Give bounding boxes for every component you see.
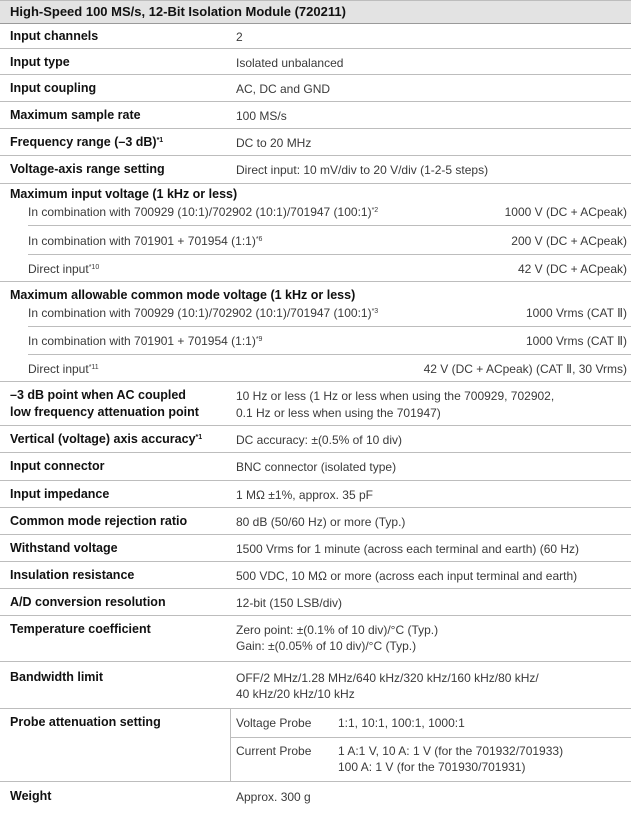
row-label-line: –3 dB point when AC coupled: [10, 388, 186, 402]
row-value-line: 0.1 Hz or less when using the 701947): [236, 406, 441, 420]
row-probe-attenuation: [0, 709, 631, 782]
probe-value-current-line: 1 A:1 V, 10 A: 1 V (for the 701932/701933): [338, 744, 564, 758]
condition-value: 1000 V (DC + ACpeak): [504, 205, 627, 219]
row-label: Input channels: [10, 29, 99, 43]
row-cmrr: [0, 508, 631, 535]
footnote-mark: *1: [156, 137, 164, 144]
row-value: 12-bit (150 LSB/div): [236, 596, 343, 610]
row-value: DC to 20 MHz: [236, 136, 312, 150]
row-label: A/D conversion resolution: [10, 595, 166, 609]
divider: [28, 354, 631, 355]
row-label: Withstand voltage: [10, 541, 118, 555]
divider: [28, 225, 631, 226]
row-insulation-resistance: [0, 562, 631, 589]
row-value: BNC connector (isolated type): [236, 460, 397, 474]
row-weight: [0, 782, 631, 813]
condition-value: 1000 Vrms (CAT Ⅱ): [525, 334, 627, 348]
condition-label: Direct input: [28, 362, 89, 376]
condition-label: In combination with 701901 + 701954 (1:1): [28, 234, 256, 248]
condition-text: [28, 333, 262, 349]
condition-value: 42 V (DC + ACpeak) (CAT Ⅱ, 30 Vrms): [423, 362, 627, 376]
group-max-input-voltage: [0, 184, 631, 282]
row-label-line: low frequency attenuation point: [10, 405, 199, 419]
row-input-impedance: [0, 481, 631, 508]
condition-text: [28, 204, 378, 220]
row-label: Common mode rejection ratio: [10, 514, 188, 528]
condition-value: 1000 Vrms (CAT Ⅱ): [525, 306, 627, 320]
row-value: Isolated unbalanced: [236, 56, 344, 70]
row-voltage-axis-range: [0, 156, 631, 184]
row-label: Input connector: [10, 459, 105, 473]
footnote-mark: *9: [255, 336, 263, 343]
footnote-mark: *2: [371, 207, 379, 214]
condition-value: 42 V (DC + ACpeak): [517, 262, 627, 276]
row-value: DC accuracy: ±(0.5% of 10 div): [236, 433, 402, 447]
condition-label: In combination with 700929 (10:1)/702902 (10:1)/701947 (100:1): [28, 306, 372, 320]
row-bandwidth-limit: [0, 662, 631, 709]
probe-type-current: Current Probe: [236, 744, 312, 758]
row-label: [10, 133, 163, 152]
footnote-mark: *6: [255, 236, 263, 243]
row-value-line: 10 Hz or less (1 Hz or less when using the 700929, 702902,: [236, 389, 555, 403]
row-value-line: OFF/2 MHz/1.28 MHz/640 kHz/320 kHz/160 kHz/80 kHz/: [236, 671, 539, 685]
condition-label: In combination with 700929 (10:1)/702902 (10:1)/701947 (100:1): [28, 205, 372, 219]
row-value: 1500 Vrms for 1 minute (across each terminal and earth) (60 Hz): [236, 542, 580, 556]
row-value: Approx. 300 g: [236, 790, 311, 804]
row-label: Input impedance: [10, 487, 110, 501]
probe-value-current-line: 100 A: 1 V (for the 701930/701931): [338, 760, 526, 774]
row-vertical-accuracy: [0, 426, 631, 453]
condition-text: [28, 233, 262, 249]
row-ac-coupled-attenuation: [0, 382, 631, 426]
footnote-mark: *11: [88, 364, 99, 371]
footnote-mark: *1: [195, 434, 203, 441]
group-heading: Maximum allowable common mode voltage (1 kHz or less): [10, 288, 356, 302]
row-label: Insulation resistance: [10, 568, 135, 582]
row-value: Direct input: 10 mV/div to 20 V/div (1-2-5 steps): [236, 163, 489, 177]
group-heading: Maximum input voltage (1 kHz or less): [10, 187, 238, 201]
row-label: Bandwidth limit: [10, 670, 104, 684]
row-ad-resolution: [0, 589, 631, 616]
condition-value: 200 V (DC + ACpeak): [511, 234, 627, 248]
group-max-common-mode: [0, 282, 631, 382]
row-value-line: Zero point: ±(0.1% of 10 div)/°C (Typ.): [236, 623, 439, 637]
condition-text: [28, 261, 99, 277]
row-label: [10, 430, 202, 449]
row-input-coupling: [0, 75, 631, 102]
row-value-line: Gain: ±(0.05% of 10 div)/°C (Typ.): [236, 639, 417, 653]
row-label: Input type: [10, 55, 70, 69]
condition-label: In combination with 701901 + 701954 (1:1): [28, 334, 256, 348]
row-input-channels: [0, 24, 631, 49]
divider: [28, 326, 631, 327]
row-value: 500 VDC, 10 MΩ or more (across each input terminal and earth): [236, 569, 578, 583]
row-value: 100 MS/s: [236, 109, 287, 123]
row-input-connector: [0, 453, 631, 481]
column-separator: [230, 709, 231, 782]
row-temperature-coefficient: [0, 616, 631, 662]
row-value-line: 40 kHz/20 kHz/10 kHz: [236, 687, 355, 701]
divider: [28, 254, 631, 255]
row-value: 80 dB (50/60 Hz) or more (Typ.): [236, 515, 406, 529]
probe-type-voltage: Voltage Probe: [236, 716, 312, 730]
row-value: 1 MΩ ±1%, approx. 35 pF: [236, 488, 373, 502]
row-label: Voltage-axis range setting: [10, 162, 165, 176]
footnote-mark: *3: [371, 308, 379, 315]
table-title: High-Speed 100 MS/s, 12-Bit Isolation Module (720211): [0, 0, 631, 24]
label-text: Frequency range (–3 dB): [10, 135, 157, 149]
row-label: Input coupling: [10, 81, 97, 95]
row-value: AC, DC and GND: [236, 82, 331, 96]
row-label: Temperature coefficient: [10, 622, 151, 636]
probe-value-voltage: 1:1, 10:1, 100:1, 1000:1: [338, 716, 465, 730]
condition-text: [28, 361, 99, 377]
row-max-sample-rate: [0, 102, 631, 129]
divider: [230, 737, 631, 738]
row-input-type: [0, 49, 631, 75]
row-frequency-range: [0, 129, 631, 156]
row-value: 2: [236, 30, 243, 44]
label-text: Vertical (voltage) axis accuracy: [10, 432, 196, 446]
row-label: Maximum sample rate: [10, 108, 141, 122]
row-label: Probe attenuation setting: [10, 715, 161, 729]
row-label: Weight: [10, 789, 52, 803]
row-withstand-voltage: [0, 535, 631, 562]
footnote-mark: *10: [88, 264, 100, 271]
condition-label: Direct input: [28, 262, 89, 276]
condition-text: [28, 305, 378, 321]
